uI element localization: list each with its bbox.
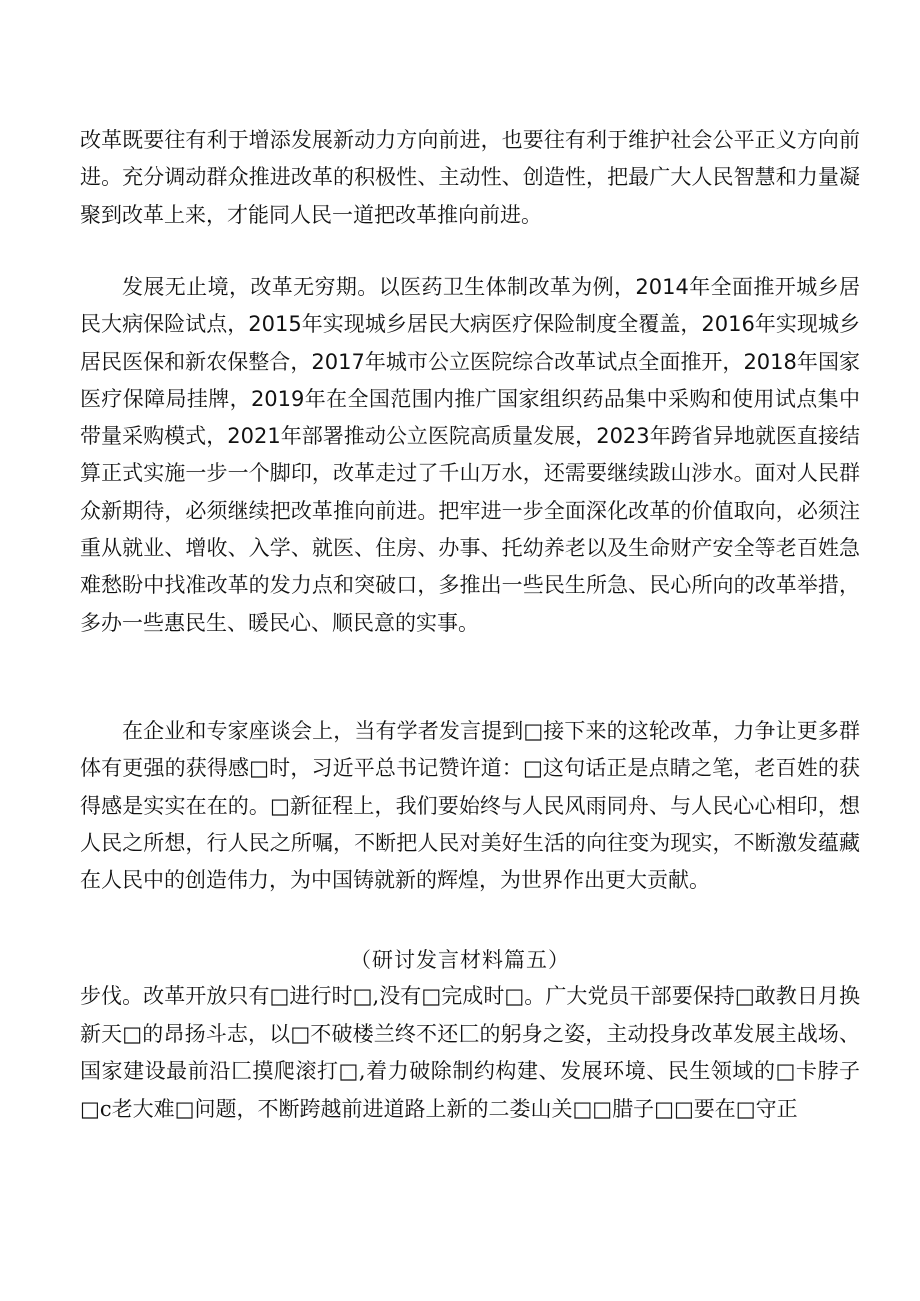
body-paragraph: 在企业和专家座谈会上，当有学者发言提到□接下来的这轮改革，力争让更多群体有更强的获得感□时，习近平总书记赞许道：□这句话正是点睛之笔，老百姓的获得感是实实在在的。□新征程上，我们要始终与人民风雨同舟、与人民心心相印，想人民之所想，行人民之所嘱，不断把人民对美好生活的向往变为现实，不断激发蕴藏在人民中的创造伟力，为中国铸就新的辉煌，为世界作出更大贡献。 [80, 719, 860, 893]
body-paragraph: 改革既要往有利于增添发展新动力方向前进，也要往有利于维护社会公平正义方向前进。充分调动群众推进改革的积极性、主动性、创造性，把最广大人民智慧和力量凝聚到改革上来，才能同人民一道把改革推向前进。 [80, 128, 860, 227]
section-heading: （研讨发言材料篇五） [350, 948, 570, 972]
body-paragraph: 步伐。改革开放只有□进行时□,没有□完成时□。广大党员干部要保持□敢教日月换新天□的昂扬斗志，以□不破楼兰终不还匚的躬身之姿，主动投身改革发展主战场、国家建设最前沿匚摸爬滚打□,着力破除制约构建、发展环境、民生领域的□卡脖子□c老大难□问题，不断跨越前进道路上新的二娄山关□□腊子□□要在□守正 [80, 984, 860, 1121]
body-paragraph: 发展无止境，改革无穷期。以医药卫生体制改革为例，2014年全面推开城乡居民大病保险试点，2015年实现城乡居民大病医疗保险制度全覆盖，2016年实现城乡居民医保和新农保整合，2017年城市公立医院综合改革试点全面推开，2018年国家医疗保障局挂牌，2019年在全国范围内推广国家组织药品集中采购和使用试点集中带量采购模式，2021年部署推动公立医院高质量发展，2023年跨省异地就医直接结算正式实施一步一个脚印，改革走过了千山万水，还需要继续跋山涉水。面对人民群众新期待，必须继续把改革推向前进。把牢进一步全面深化改革的价值取向，必须注重从就业、增收、入学、就医、住房、办事、托幼养老以及生命财产安全等老百姓急难愁盼中找准改革的发力点和突破口，多推出一些民生所急、民心所向的改革举措，多办一些惠民生、暖民心、顺民意的实事。 [80, 275, 860, 635]
